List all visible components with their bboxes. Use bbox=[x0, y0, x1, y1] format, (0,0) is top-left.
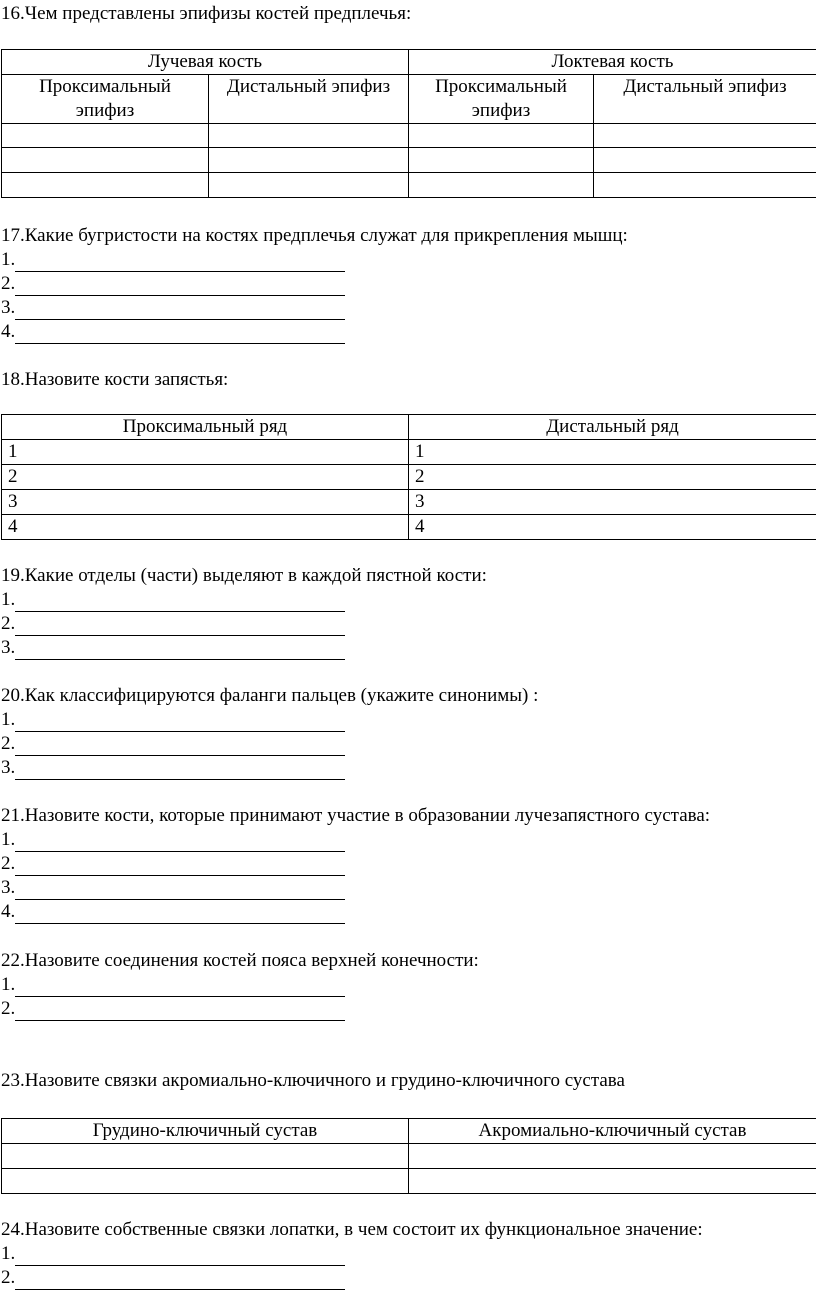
carpal-bones-table bbox=[1, 414, 816, 540]
answer-cell[interactable] bbox=[409, 173, 594, 198]
blank-line[interactable] bbox=[15, 637, 345, 660]
answer-line[interactable] bbox=[1, 248, 345, 272]
answer-cell[interactable] bbox=[594, 124, 816, 148]
forearm-epiphyses-table bbox=[1, 49, 816, 198]
row-number[interactable]: 2 bbox=[409, 465, 816, 490]
answer-cell[interactable] bbox=[2, 173, 209, 198]
answer-line[interactable] bbox=[1, 828, 345, 852]
blank-line[interactable] bbox=[15, 733, 345, 756]
answer-line[interactable] bbox=[1, 997, 345, 1021]
answer-line[interactable] bbox=[1, 973, 345, 997]
header-distal-row: Дистальный ряд bbox=[409, 415, 816, 440]
row-number[interactable]: 1 bbox=[2, 440, 409, 465]
row-number[interactable]: 4 bbox=[2, 515, 409, 540]
answer-number: 1. bbox=[1, 1243, 16, 1264]
answer-number: 2. bbox=[1, 733, 16, 754]
subheader-ulna-distal: Дистальный эпифиз bbox=[594, 75, 816, 124]
question-23-title: 23.Назовите связки акромиально-ключичного и грудино-ключичного сустава bbox=[1, 1070, 625, 1091]
answer-number: 3. bbox=[1, 877, 16, 898]
blank-line[interactable] bbox=[15, 1243, 345, 1266]
answer-cell[interactable] bbox=[409, 148, 594, 173]
answer-cell[interactable] bbox=[2, 1169, 409, 1194]
blank-line[interactable] bbox=[15, 297, 345, 320]
answer-cell[interactable] bbox=[2, 1144, 409, 1169]
answer-cell[interactable] bbox=[409, 1144, 816, 1169]
answer-cell[interactable] bbox=[594, 148, 816, 173]
blank-line[interactable] bbox=[15, 901, 345, 924]
blank-line[interactable] bbox=[15, 853, 345, 876]
answer-line[interactable] bbox=[1, 732, 345, 756]
blank-line[interactable] bbox=[15, 757, 345, 780]
answer-number: 2. bbox=[1, 853, 16, 874]
answer-line[interactable] bbox=[1, 588, 345, 612]
question-18-title: 18.Назовите кости запястья: bbox=[1, 369, 229, 390]
answer-number: 4. bbox=[1, 321, 16, 342]
blank-line[interactable] bbox=[15, 829, 345, 852]
answer-line[interactable] bbox=[1, 296, 345, 320]
answer-number: 1. bbox=[1, 249, 16, 270]
row-number[interactable]: 2 bbox=[2, 465, 409, 490]
header-acromioclavicular: Акромиально-ключичный сустав bbox=[409, 1119, 816, 1144]
blank-line[interactable] bbox=[15, 321, 345, 344]
answer-line[interactable] bbox=[1, 320, 345, 344]
answer-number: 3. bbox=[1, 637, 16, 658]
answer-line[interactable] bbox=[1, 708, 345, 732]
answer-number: 4. bbox=[1, 901, 16, 922]
subheader-radius-distal: Дистальный эпифиз bbox=[209, 75, 409, 124]
blank-line[interactable] bbox=[15, 877, 345, 900]
answer-line[interactable] bbox=[1, 272, 345, 296]
header-proximal-row: Проксимальный ряд bbox=[2, 415, 409, 440]
answer-number: 3. bbox=[1, 757, 16, 778]
answer-line[interactable] bbox=[1, 900, 345, 924]
answer-number: 2. bbox=[1, 273, 16, 294]
question-17-title: 17.Какие бугристости на костях предплечья служат для прикрепления мышц: bbox=[1, 225, 628, 246]
blank-line[interactable] bbox=[15, 998, 345, 1021]
answer-cell[interactable] bbox=[209, 173, 409, 198]
blank-line[interactable] bbox=[15, 249, 345, 272]
answer-cell[interactable] bbox=[409, 1169, 816, 1194]
shoulder-ligaments-table bbox=[1, 1118, 816, 1194]
header-ulna: Локтевая кость bbox=[409, 50, 816, 75]
blank-line[interactable] bbox=[15, 273, 345, 296]
answer-number: 2. bbox=[1, 998, 16, 1019]
question-19-title: 19.Какие отделы (части) выделяют в каждой пястной кости: bbox=[1, 565, 487, 586]
answer-cell[interactable] bbox=[209, 124, 409, 148]
answer-line[interactable] bbox=[1, 636, 345, 660]
answer-line[interactable] bbox=[1, 876, 345, 900]
blank-line[interactable] bbox=[15, 709, 345, 732]
subheader-ulna-proximal: Проксимальный эпифиз bbox=[409, 75, 594, 124]
answer-line[interactable] bbox=[1, 612, 345, 636]
question-21-title: 21.Назовите кости, которые принимают участие в образовании лучезапястного сустава: bbox=[1, 805, 711, 826]
question-16-title: 16.Чем представлены эпифизы костей предплечья: bbox=[1, 3, 412, 24]
header-sternoclavicular: Грудино-ключичный сустав bbox=[2, 1119, 409, 1144]
answer-cell[interactable] bbox=[209, 148, 409, 173]
question-22-title: 22.Назовите соединения костей пояса верхней конечности: bbox=[1, 950, 479, 971]
row-number[interactable]: 4 bbox=[409, 515, 816, 540]
answer-number: 1. bbox=[1, 709, 16, 730]
answer-line[interactable] bbox=[1, 756, 345, 780]
answer-number: 1. bbox=[1, 589, 16, 610]
subheader-radius-proximal: Проксимальный эпифиз bbox=[2, 75, 209, 124]
answer-number: 1. bbox=[1, 974, 16, 995]
header-radius: Лучевая кость bbox=[2, 50, 409, 75]
answer-number: 3. bbox=[1, 297, 16, 318]
blank-line[interactable] bbox=[15, 613, 345, 636]
question-24-title: 24.Назовите собственные связки лопатки, в чем состоит их функциональное значение: bbox=[1, 1219, 703, 1240]
blank-line[interactable] bbox=[15, 1267, 345, 1290]
blank-line[interactable] bbox=[15, 589, 345, 612]
answer-number: 2. bbox=[1, 1267, 16, 1288]
answer-number: 2. bbox=[1, 613, 16, 634]
answer-cell[interactable] bbox=[2, 148, 209, 173]
answer-cell[interactable] bbox=[594, 173, 816, 198]
answer-cell[interactable] bbox=[2, 124, 209, 148]
blank-line[interactable] bbox=[15, 974, 345, 997]
answer-line[interactable] bbox=[1, 1266, 345, 1290]
row-number[interactable]: 1 bbox=[409, 440, 816, 465]
answer-number: 1. bbox=[1, 829, 16, 850]
question-20-title: 20.Как классифицируются фаланги пальцев (укажите синонимы) : bbox=[1, 685, 539, 706]
answer-cell[interactable] bbox=[409, 124, 594, 148]
row-number[interactable]: 3 bbox=[2, 490, 409, 515]
answer-line[interactable] bbox=[1, 852, 345, 876]
row-number[interactable]: 3 bbox=[409, 490, 816, 515]
answer-line[interactable] bbox=[1, 1242, 345, 1266]
